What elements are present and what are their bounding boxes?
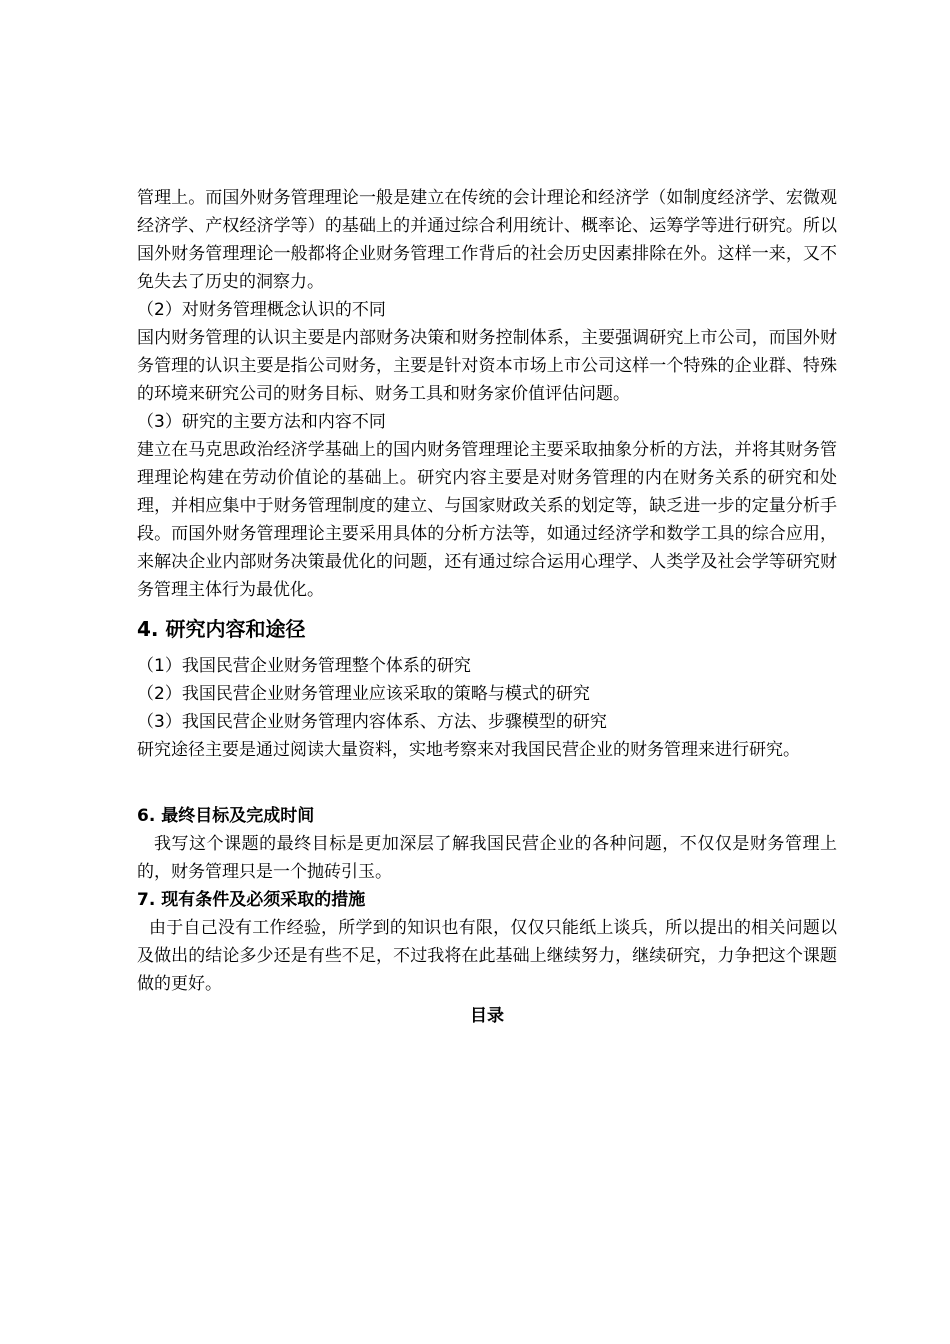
section-4-item-2: （2）我国民营企业财务管理业应该采取的策略与模式的研究 xyxy=(137,684,590,704)
document-page xyxy=(137,184,837,1030)
section-4-research-path: 研究途径主要是通过阅读大量资料，实地考察来对我国民营企业的财务管理来进行研究。 xyxy=(137,740,800,760)
section-6-body: 我写这个课题的最终目标是更加深层了解我国民营企业的各种问题，不仅仅是财务管理上的，财务管理只是一个抛砖引玉。 xyxy=(137,834,837,882)
paragraph-foreign-theory: 管理上。而国外财务管理理论一般是建立在传统的会计理论和经济学（如制度经济学、宏微观经济学、产权经济学等）的基础上的并通过综合利用统计、概率论、运筹学等进行研究。所以国外财务管理理论一般都将企业财务管理工作背后的社会历史因素排除在外。这样一来，又不免失去了历史的洞察力。 xyxy=(137,188,837,292)
paragraph-concept-difference: 国内财务管理的认识主要是内部财务决策和财务控制体系，主要强调研究上市公司，而国外财务管理的认识主要是指公司财务，主要是针对资本市场上市公司这样一个特殊的企业群、特殊的环境来研究公司的财务目标、财务工具和财务家价值评估问题。 xyxy=(137,328,837,404)
section-4-item-3: （3）我国民营企业财务管理内容体系、方法、步骤模型的研究 xyxy=(137,712,607,732)
subheading-concept-difference: （2）对财务管理概念认识的不同 xyxy=(137,300,386,320)
section-7-body: 由于自己没有工作经验，所学到的知识也有限，仅仅只能纸上谈兵，所以提出的相关问题以及做出的结论多少还是有些不足，不过我将在此基础上继续努力，继续研究，力争把这个课题做的更好。 xyxy=(137,918,837,994)
section-4-item-1: （1）我国民营企业财务管理整个体系的研究 xyxy=(137,656,471,676)
toc-title: 目录 xyxy=(470,1006,504,1026)
section-4-heading: 4. 研究内容和途径 xyxy=(137,617,306,641)
spacer xyxy=(137,764,837,802)
section-7-heading: 7. 现有条件及必须采取的措施 xyxy=(137,890,366,910)
paragraph-method-difference: 建立在马克思政治经济学基础上的国内财务管理理论主要采取抽象分析的方法，并将其财务管理理论构建在劳动价值论的基础上。研究内容主要是对财务管理的内在财务关系的研究和处理，并相应集中于财务管理制度的建立、与国家财政关系的划定等，缺乏进一步的定量分析手段。而国外财务管理理论主要采用具体的分析方法等，如通过经济学和数学工具的综合应用，来解决企业内部财务决策最优化的问题，还有通过综合运用心理学、人类学及社会学等研究财务管理主体行为最优化。 xyxy=(137,440,837,600)
subheading-method-difference: （3）研究的主要方法和内容不同 xyxy=(137,412,386,432)
section-6-heading: 6. 最终目标及完成时间 xyxy=(137,806,315,826)
